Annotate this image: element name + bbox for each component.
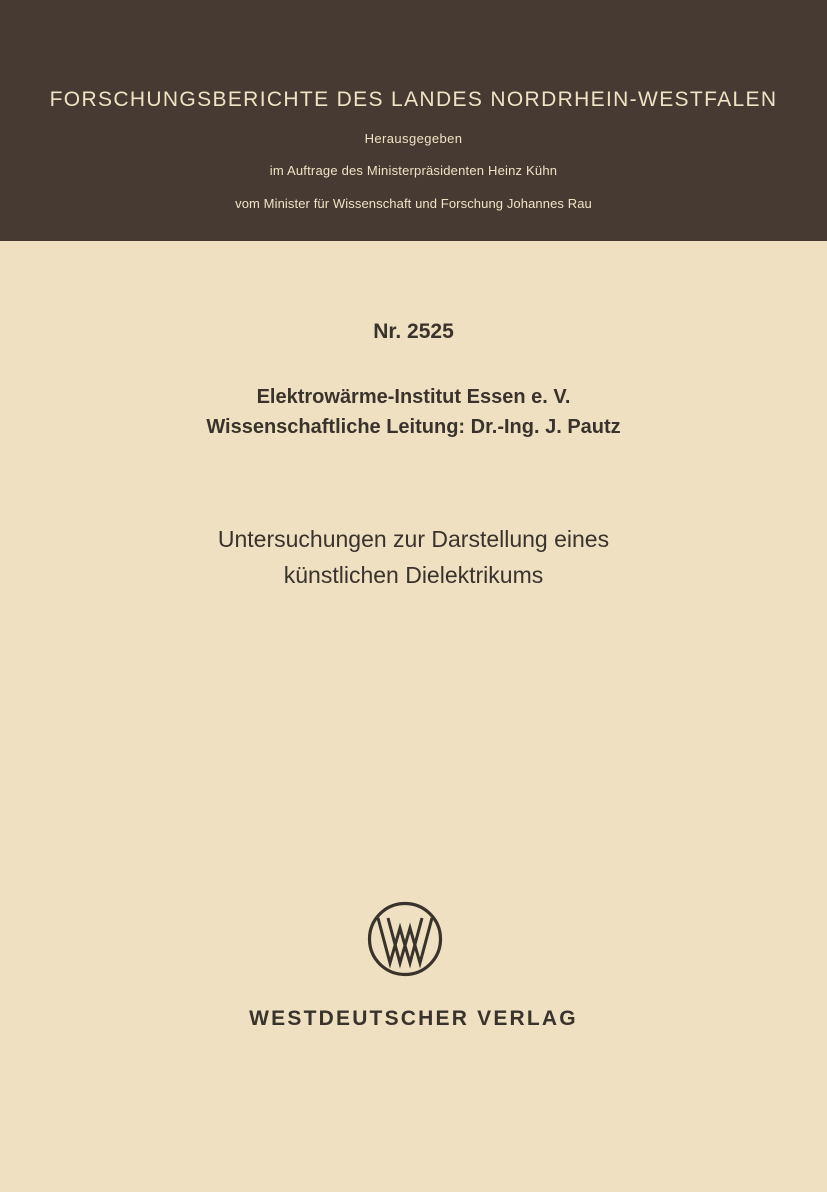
commission-line: im Auftrage des Ministerpräsidenten Heinz Kühn	[269, 163, 558, 178]
header-band	[0, 0, 827, 241]
scientific-leadership: Wissenschaftliche Leitung: Dr.-Ing. J. Pautz	[206, 416, 621, 438]
ww-circle-logo-icon	[366, 900, 444, 978]
editor-line: Herausgegeben	[364, 131, 463, 146]
report-number: Nr. 2525	[373, 320, 454, 343]
book-title-line-2: künstlichen Dielektrikums	[283, 562, 544, 588]
minister-line: vom Minister für Wissenschaft und Forschung Johannes Rau	[235, 196, 592, 211]
institute-name: Elektrowärme-Institut Essen e. V.	[256, 386, 571, 408]
publisher-name: WESTDEUTSCHER VERLAG	[249, 1007, 578, 1030]
book-title-line-1: Untersuchungen zur Darstellung eines	[217, 526, 610, 552]
series-title: FORSCHUNGSBERICHTE DES LANDES NORDRHEIN-WESTFALEN	[49, 88, 778, 111]
